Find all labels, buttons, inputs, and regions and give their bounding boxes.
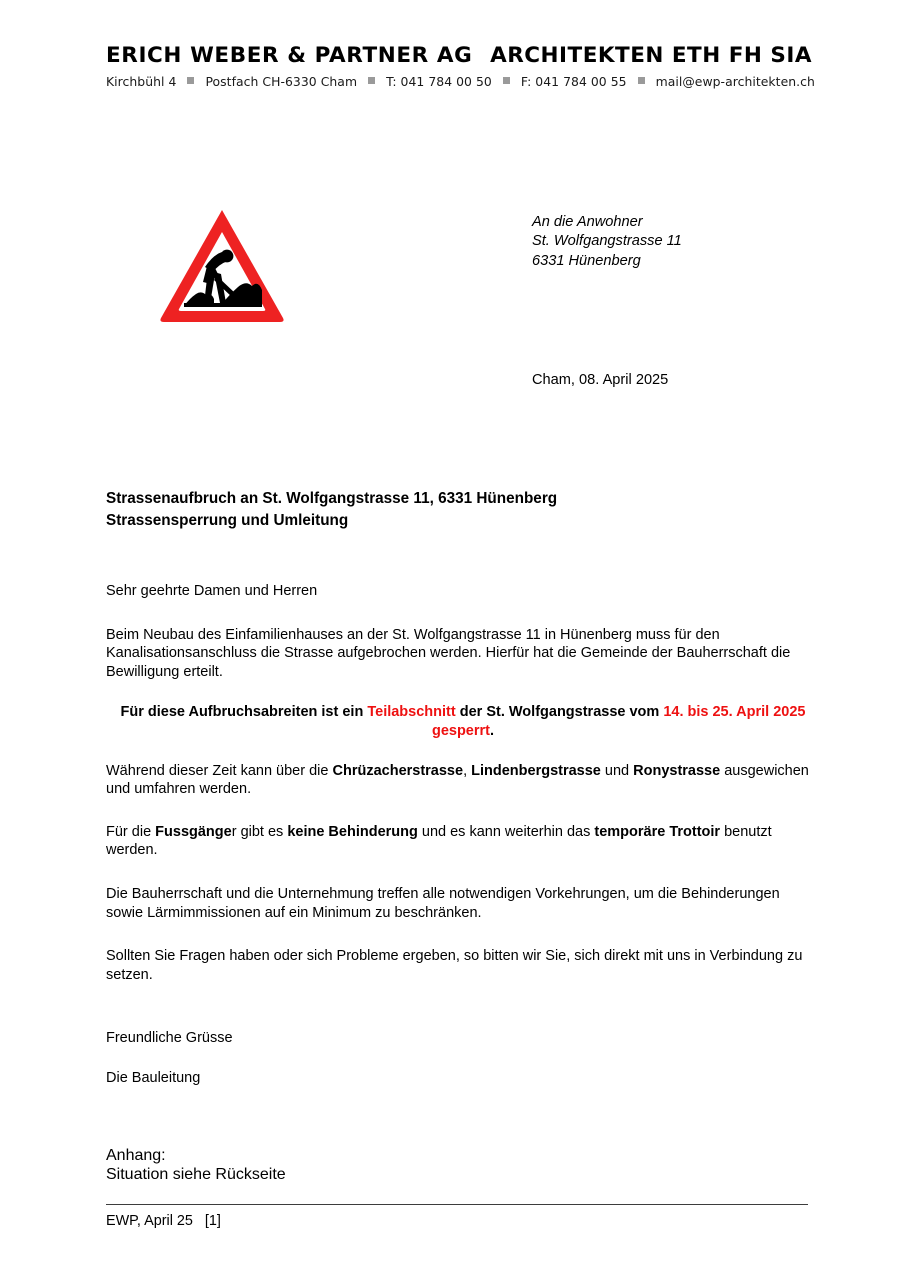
contact-phone: T: 041 784 00 50: [386, 73, 492, 89]
subject-line-2: Strassensperrung und Umleitung: [106, 511, 349, 529]
detour-text-after: ausgewichen und umfahren werden.: [106, 762, 809, 798]
subject-line-1: Strassenaufbruch an St. Wolfgangstrasse 11, 6331 Hünenberg: [106, 490, 558, 507]
detour-separator-1: ,: [463, 762, 472, 779]
attachment-label: Anhang:: [106, 1146, 166, 1164]
separator-square-icon: [503, 77, 510, 84]
notice-highlight-section: Teilabschnitt: [367, 704, 456, 721]
company-name: ERICH WEBER & PARTNER AG: [106, 43, 473, 68]
pedestrian-text-before: Für die: [106, 823, 156, 840]
detour-street-3: Ronystrasse: [633, 762, 721, 779]
closing-regards: Freundliche Grüsse: [106, 1030, 233, 1047]
paragraph-measures: Die Bauherrschaft und die Unternehmung treffen alle notwendigen Vorkehrungen, um die Behinderungen sowie Lärmimmissionen auf ein Minimum zu beschränken.: [106, 885, 780, 921]
paragraph-closure-notice: [106, 703, 820, 740]
recipient-line-2: St. Wolfgangstrasse 11: [532, 233, 682, 250]
recipient-line-1: An die Anwohner: [532, 214, 643, 230]
detour-text-before: Während dieser Zeit kann über die: [106, 762, 333, 779]
notice-text-before: Für diese Aufbruchsabreiten ist ein: [120, 704, 368, 721]
roadworks-warning-sign-icon: [158, 206, 286, 326]
attachment-block: [106, 1146, 820, 1185]
pedestrian-text-mid-2: und es kann weiterhin das: [417, 823, 595, 840]
attachment-value: Situation siehe Rückseite: [106, 1165, 286, 1183]
contact-fax: F: 041 784 00 55: [520, 73, 627, 89]
salutation: Sehr geehrte Damen und Herren: [106, 583, 318, 599]
detour-street-1: Chrüzacherstrasse: [332, 762, 464, 779]
paragraph-intro: Beim Neubau des Einfamilienhauses an der St. Wolfgangstrasse 11 in Hünenberg muss für den Kanalisationsanschluss die Strasse aufgebrochen werden. Hierfür hat die Gemeinde der Bauherrschaft die Bewilligung erteilt.: [106, 626, 791, 680]
place-and-date: Cham, 08. April 2025: [532, 372, 669, 388]
recipient-address-block: [532, 213, 682, 271]
notice-closure-period: 14. bis 25. April 2025 gesperrt: [431, 704, 806, 739]
letterhead: [106, 43, 815, 89]
contact-postbox: Postfach CH-6330 Cham: [205, 73, 358, 89]
pedestrian-text-after: benutzt werden.: [106, 823, 772, 859]
footer-reference: EWP, April 25 [1]: [106, 1213, 221, 1229]
paragraph-pedestrians: [106, 823, 820, 860]
subject-heading: [106, 488, 820, 531]
separator-square-icon: [187, 77, 194, 84]
paragraph-detour: [106, 762, 820, 799]
notice-text-middle: der St. Wolfgangstrasse vom: [455, 704, 664, 721]
contact-email: mail@ewp-architekten.ch: [655, 73, 815, 89]
contact-street: Kirchbühl 4: [106, 73, 177, 89]
pedestrian-bold-3: temporäre Trottoir: [594, 823, 721, 840]
letterhead-titles: [106, 44, 812, 68]
paragraph-questions: Sollten Sie Fragen haben oder sich Probleme ergeben, so bitten wir Sie, sich direkt mit uns in Verbindung zu setzen.: [106, 948, 803, 983]
separator-square-icon: [368, 77, 375, 84]
recipient-line-3: 6331 Hünenberg: [532, 252, 641, 269]
letterhead-contact-line: [106, 73, 815, 89]
company-qualification: ARCHITEKTEN ETH FH SIA: [490, 43, 812, 68]
signature-block: Die Bauleitung: [106, 1069, 201, 1086]
pedestrian-bold-2: keine Behinderung: [287, 823, 418, 840]
separator-square-icon: [638, 77, 645, 84]
detour-street-2: Lindenbergstrasse: [471, 762, 601, 779]
letter-body: [106, 488, 820, 1184]
notice-text-after: .: [490, 722, 495, 739]
footer-divider: [106, 1204, 808, 1205]
detour-separator-2: und: [600, 762, 634, 779]
pedestrian-text-mid-1: r gibt es: [231, 823, 288, 840]
pedestrian-bold-1: Fussgänge: [155, 823, 232, 840]
